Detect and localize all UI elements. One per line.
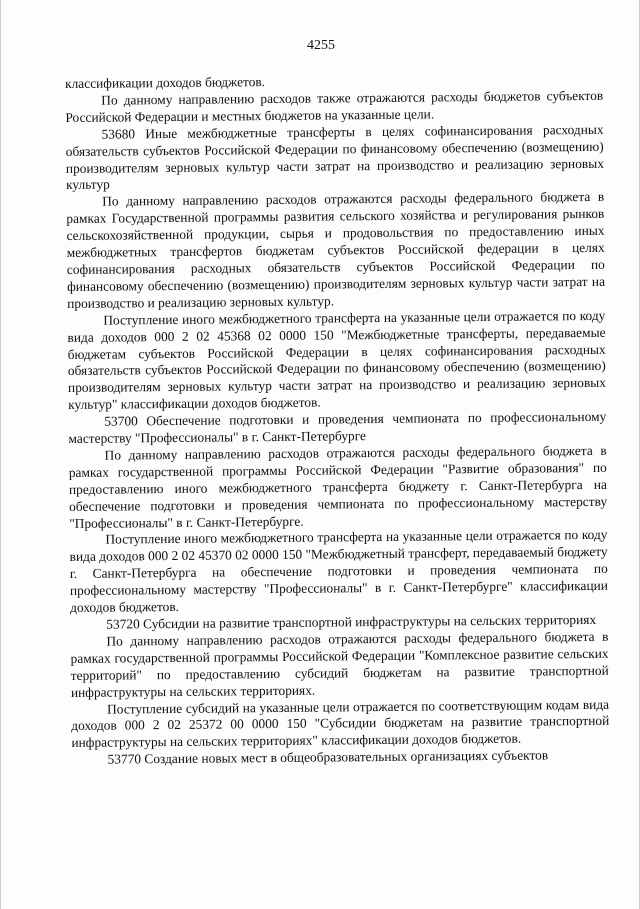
paragraph: 53700 Обеспечение подготовки и проведения чемпионата по профессиональному мастерству "Профессионалы" в г. Санкт-Петербурге bbox=[68, 408, 607, 447]
paragraph: классификации доходов бюджетов. bbox=[65, 74, 266, 91]
paragraph: 53680 Иные межбюджетные трансферты в целях софинансирования расходных обязательств субъектов Российской Федерации по финансовому обеспечению (возмещению) производителям зерновых культур части затрат на производство и реализацию зерновых культур bbox=[65, 121, 604, 193]
paragraph: По данному направлению расходов отражаются расходы федерального бюджета в рамках государственной программы Российской Федерации "Комплексное развитие сельских территорий" по предоставлению субсидий бюджетам на развитие транспортной инфраструктуры на сельских территориях. bbox=[70, 628, 609, 700]
document-body bbox=[65, 71, 610, 769]
paragraph: Поступление иного межбюджетного трансферта на указанные цели отражается по коду вида доходов 000 2 02 45370 02 0000 150 "Межбюджетный трансферт, передаваемый бюджету г. Санкт-Петербурга на обеспечение подготовки и проведения чемпионата по профессиональному мастерству "Профессионалы" в г. Санкт-Петербурге" классификации доходов бюджетов. bbox=[69, 527, 608, 616]
paragraph: 53770 Создание новых мест в общеобразовательных организациях субъектов bbox=[107, 747, 549, 767]
paragraph: Поступление иного межбюджетного трансферта на указанные цели отражается по коду вида доходов 000 2 02 45368 02 0000 150 "Межбюджетные трансферты, передаваемые бюджетам субъектов Российской Федерации в целях софинансирования расходных обязательств субъектов Российской Федерации по финансовому обеспечению (возмещению) производителям зерновых культур части затрат на производство и реализацию зерновых культур" классификации доходов бюджетов. bbox=[67, 307, 607, 413]
paragraph: По данному направлению расходов также отражаются расходы бюджетов субъектов Российской Федерации и местных бюджетов на указанные цели. bbox=[65, 87, 604, 125]
paragraph: По данному направлению расходов отражаются расходы федерального бюджета в рамках Государственной программы развития сельского хозяйства и регулирования рынков сельскохозяйственной продукции, сырья и продовольствия по предоставлению иных межбюджетных трансфертов бюджетам субъектов Российской федерации в целях софинансирования расходных обязательств субъектов Российской Федерации по финансовому обеспечению (возмещению) производителям зерновых культур части затрат на производство и реализацию зерновых культур. bbox=[66, 189, 606, 311]
page-number: 4255 bbox=[307, 38, 335, 53]
paragraph: По данному направлению расходов отражаются расходы федерального бюджета в рамках государственной программы Российской Федерации "Развитие образования" по предоставлению иного межбюджетного трансферта бюджету г. Санкт-Петербурга на обеспечение подготовки и проведения чемпионата по профессиональному мастерству "Профессионалы" в г. Санкт-Петербурге. bbox=[68, 442, 608, 531]
paragraph: Поступление субсидий на указанные цели отражается по соответствующим кодам вида доходов 000 2 02 25372 00 0000 150 "Субсидии бюджетам на развитие транспортной инфраструктуры на сельских территориях" классификации доходов бюджетов. bbox=[71, 696, 610, 751]
paragraph: 53720 Субсидии на развитие транспортной инфраструктуры на сельских территориях bbox=[106, 611, 597, 632]
